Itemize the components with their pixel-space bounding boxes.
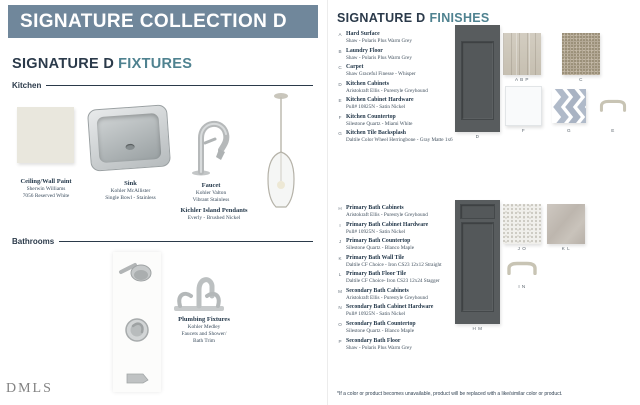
finish-detail: Silestone Quartz - Blanco Maple: [346, 328, 414, 334]
finish-detail: Pull# 10925N - Satin Nickel: [346, 228, 406, 235]
finish-detail: Daltile CF Choice - Iron CS23 12x12 Straight: [346, 261, 442, 268]
kitchen-cabinet-swatch: [455, 25, 500, 132]
finishes-list-kitchen: [337, 31, 457, 147]
finish-item-n: [337, 304, 457, 317]
pendant-spec: Everly - Brushed Nickel: [187, 215, 241, 222]
collection-title-banner: SIGNATURE COLLECTION D: [8, 5, 318, 38]
finish-detail: Aristokraft Ellis - Purestyle Greyhound: [346, 87, 428, 94]
panel-divider: [327, 0, 328, 405]
sink-name: Sink: [124, 180, 137, 187]
finish-letter: F: [338, 114, 342, 120]
finish-item-i: [337, 222, 457, 235]
swatch-label-backsplash: G: [566, 128, 572, 133]
cabinet-pull-drawing: [597, 98, 629, 112]
plumbing-spec2: Bath Trim: [192, 337, 216, 344]
finish-item-l: [337, 271, 457, 284]
bath-faucet-image: [166, 266, 232, 314]
fixtures-heading-collection: SIGNATURE D: [12, 56, 115, 72]
swatch-label-countertop-white: F: [521, 128, 526, 133]
pendant-light-image: [263, 92, 299, 218]
plumbing-spec1: Faucets and Shower/: [181, 330, 227, 337]
swatch-label-countertop-quartz: J O: [517, 246, 527, 251]
shower-trim-drawing: [113, 252, 161, 392]
watermark: DMLS: [6, 381, 53, 396]
bathrooms-section-label: Bathrooms: [12, 237, 55, 246]
flooring-swatch: [503, 33, 541, 75]
kitchen-pull-image: [597, 98, 629, 112]
bath-tile-swatch: [547, 204, 585, 244]
sink-image: [85, 103, 173, 173]
finish-detail: Shaw - Polaris Plus Warm Grey: [346, 54, 412, 61]
finish-item-o: [337, 321, 457, 334]
kitchen-faucet-caption: [176, 182, 246, 204]
finish-detail: Aristokraft Ellis - Purestyle Greyhound: [346, 211, 428, 218]
sink-bowl: [96, 113, 161, 163]
plumbing-caption: [158, 316, 250, 344]
finishes-list-baths: [337, 205, 457, 354]
finish-letter: P: [338, 338, 342, 344]
finish-item-p: [337, 338, 457, 351]
finish-item-d: [337, 81, 457, 94]
finish-item-b: [337, 48, 457, 61]
finish-item-j: [337, 238, 457, 251]
finish-letter: K: [338, 255, 342, 261]
plumbing-brand: Kohler Medley: [187, 324, 221, 331]
finish-name: Primary Bath Cabinets: [346, 205, 404, 211]
finish-item-c: [337, 64, 457, 77]
pendant-caption: [170, 207, 258, 222]
finish-letter: J: [338, 239, 342, 245]
kitchen-section-label: Kitchen: [12, 81, 42, 90]
finish-name: Hard Surface: [346, 31, 380, 37]
disclaimer-text: *If a color or product becomes unavailable, product will be replaced with a like/similar color or product.: [337, 391, 563, 397]
finish-letter: L: [338, 272, 342, 278]
kitchen-faucet-spec: Vibrant Stainless: [192, 196, 230, 203]
swatch-label-carpet: C: [579, 77, 583, 82]
finish-name: Kitchen Countertop: [346, 113, 396, 120]
finish-detail: Shaw - Polaris Plus Warm Grey: [346, 344, 412, 351]
finish-detail: Pull# 10825N - Satin Nickel: [346, 104, 406, 111]
finish-letter: O: [338, 322, 342, 328]
finish-name: Secondary Bath Floor: [346, 337, 401, 344]
shower-trim-image: [113, 252, 161, 392]
finish-name: Primary Bath Countertop: [346, 238, 411, 245]
carpet-swatch: [562, 33, 600, 75]
finish-detail: Silestone Quartz - Blanco Maple: [346, 245, 414, 252]
finish-name: Secondary Bath Countertop: [346, 321, 416, 328]
finish-name: Kitchen Cabinets: [346, 80, 389, 87]
cabinet-pull-drawing: [504, 260, 540, 275]
finish-letter: E: [338, 98, 342, 104]
finish-letter: D: [338, 81, 342, 87]
finish-letter: A: [338, 32, 342, 37]
finish-name: Primary Bath Wall Tile: [346, 254, 405, 261]
bath-cabinet-swatch: [455, 200, 500, 324]
swatch-label-cabinet-top: D: [475, 134, 480, 139]
finish-letter: G: [338, 131, 342, 137]
finish-item-m: [337, 288, 457, 301]
finish-item-k: [337, 255, 457, 268]
finish-name: Carpet: [346, 64, 364, 71]
kitchen-faucet-image: [188, 110, 232, 176]
kitchen-section-rule: [46, 85, 313, 86]
finish-item-f: [337, 114, 457, 127]
finish-name: Secondary Bath Cabinets: [346, 287, 409, 294]
bath-pull-image: [504, 260, 540, 275]
finishes-heading-collection: SIGNATURE D: [337, 11, 426, 25]
backsplash-swatch: [552, 89, 586, 123]
finish-detail: Silestone Quartz - Miami White: [346, 120, 413, 127]
sink-caption: [88, 180, 173, 202]
finish-detail: Daltile Color Wheel Herringbone - Gray Matte 1x6: [346, 137, 453, 144]
sink-rim: [87, 104, 171, 171]
sink-drain: [125, 143, 134, 150]
sink-brand: Kohler McAllister: [110, 188, 151, 195]
swatch-label-flooring: A B P: [515, 77, 529, 82]
finish-item-e: [337, 97, 457, 110]
bathrooms-section-header: [12, 237, 313, 246]
paint-swatch: [17, 107, 74, 163]
swatch-label-bath-tile: K L: [561, 246, 571, 251]
finish-letter: I: [339, 222, 341, 228]
kitchen-section-header: [12, 81, 313, 90]
fixtures-heading-word: FIXTURES: [118, 56, 193, 72]
finish-letter: M: [338, 288, 342, 294]
paint-brand: Sherwin Williams: [26, 186, 66, 193]
cabinet-door-panel: [461, 41, 494, 120]
finish-name: Kitchen Cabinet Hardware: [346, 97, 414, 104]
cabinet-drawer-panel: [460, 204, 495, 219]
kitchen-faucet-name: Faucet: [201, 182, 221, 189]
paint-spec: 7056 Reserved White: [22, 192, 70, 199]
finishes-heading: [337, 11, 490, 25]
finish-letter: N: [338, 305, 342, 311]
finish-letter: H: [338, 206, 342, 211]
plumbing-name: Plumbing Fixtures: [178, 316, 230, 323]
finish-name: Secondary Bath Cabinet Hardware: [346, 304, 434, 311]
cabinet-door-panel: [461, 222, 494, 312]
finish-name: Primary Bath Cabinet Hardware: [346, 221, 429, 228]
swatch-label-pull-kitchen: E: [611, 128, 615, 133]
swatch-label-pull-bath: I N: [518, 284, 526, 289]
finish-detail: Shaw Graceful Finesse - Whisper: [346, 71, 416, 78]
finish-detail: Shaw - Polaris Plus Warm Grey: [346, 37, 412, 44]
kitchen-faucet-brand: Kohler Valton: [195, 190, 227, 197]
finish-name: Kitchen Tile Backsplash: [346, 130, 407, 137]
kitchen-countertop-swatch: [505, 86, 542, 126]
bath-countertop-swatch: [503, 204, 541, 244]
paint-name: Ceiling/Wall Paint: [20, 178, 72, 185]
finish-detail: Aristokraft Ellis - Purestyle Greyhound: [346, 294, 428, 301]
finish-letter: B: [338, 48, 342, 54]
finishes-heading-word: FINISHES: [429, 11, 490, 25]
finish-item-g: [337, 130, 457, 143]
bathrooms-section-rule: [59, 241, 313, 242]
pendant-name: Kichler Island Pendants: [180, 207, 248, 214]
paint-caption: [4, 178, 88, 200]
swatch-label-cabinet-bottom: H M: [472, 326, 483, 331]
finish-item-a: [337, 31, 457, 44]
finish-detail: Daltile CF Choice- Iron CS23 12x24 Stagger: [346, 278, 440, 285]
finish-item-h: [337, 205, 457, 218]
finish-name: Laundry Floor: [346, 47, 383, 54]
herringbone-pattern: [552, 89, 586, 123]
finish-detail: Pull# 10925N - Satin Nickel: [346, 311, 406, 318]
sink-spec: Single Bowl - Stainless: [105, 194, 156, 201]
fixtures-heading: [12, 56, 192, 72]
finish-name: Primary Bath Floor Tile: [346, 271, 407, 278]
finish-letter: C: [338, 65, 342, 71]
